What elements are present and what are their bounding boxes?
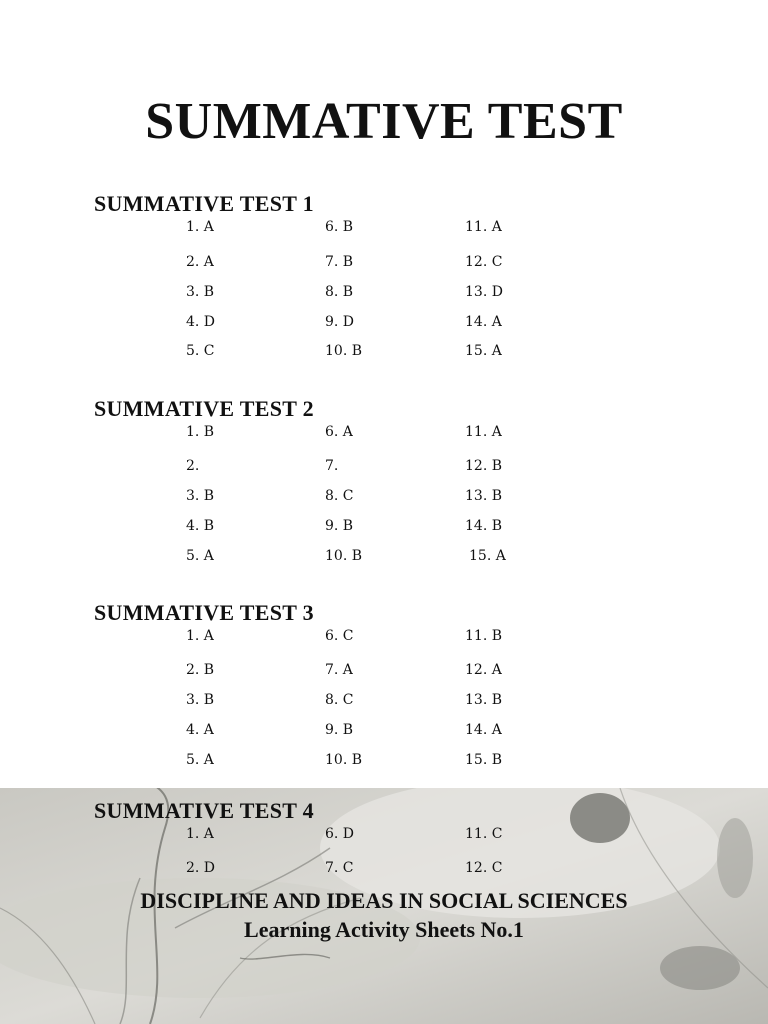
answer-item: 15. A [469,548,506,564]
page-title: SUMMATIVE TEST [145,93,623,150]
section-heading: SUMMATIVE TEST 4 [94,798,314,823]
answer-item: 3. B [186,692,215,708]
answer-item: 11. A [465,219,502,235]
answer-item: 1. A [186,826,214,842]
answer-item: 4. B [186,518,215,534]
answer-item: 12. C [465,860,503,876]
answer-item: 9. B [325,722,354,738]
answer-item: 2. A [186,254,214,270]
answer-item: 8. C [325,488,354,504]
answer-item: 10. B [325,343,363,359]
answer-item: 6. D [325,826,355,842]
section-heading: SUMMATIVE TEST 2 [94,396,314,421]
answer-item: 4. D [186,314,216,330]
answer-item: 9. D [325,314,355,330]
answer-item: 15. A [465,343,502,359]
answer-item: 1. A [186,219,214,235]
answer-item: 2. B [186,662,215,678]
answer-item: 8. C [325,692,354,708]
section-heading: SUMMATIVE TEST 3 [94,600,314,625]
answer-item: 14. A [465,314,502,330]
section-heading: SUMMATIVE TEST 1 [94,191,314,216]
answer-item: 10. B [325,752,363,768]
answer-item: 11. C [465,826,503,842]
answer-item: 5. C [186,343,215,359]
answer-item: 5. A [186,752,214,768]
answer-item: 3. B [186,488,215,504]
answer-item: 7. [325,458,339,474]
answer-item: 12. A [465,662,502,678]
answer-item: 12. C [465,254,503,270]
answer-item: 6. C [325,628,354,644]
answer-item: 7. A [325,662,353,678]
answer-item: 8. B [325,284,354,300]
answer-item: 2. D [186,860,216,876]
answer-item: 10. B [325,548,363,564]
answer-item: 13. B [465,488,503,504]
answer-item: 14. B [465,518,503,534]
answer-item: 1. B [186,424,215,440]
answer-item: 3. B [186,284,215,300]
answer-item: 6. B [325,219,354,235]
answer-item: 5. A [186,548,214,564]
answer-item: 13. B [465,692,503,708]
answer-item: 15. B [465,752,503,768]
answer-item: 11. B [465,628,503,644]
answer-item: 6. A [325,424,353,440]
answer-item: 1. A [186,628,214,644]
answer-item: 7. C [325,860,354,876]
answer-item: 2. [186,458,200,474]
answer-item: 7. B [325,254,354,270]
answer-item: 9. B [325,518,354,534]
answer-item: 13. D [465,284,503,300]
footer-course-title: DISCIPLINE AND IDEAS IN SOCIAL SCIENCES [140,888,628,913]
answer-item: 14. A [465,722,502,738]
answer-item: 12. B [465,458,503,474]
answer-item: 11. A [465,424,502,440]
answer-item: 4. A [186,722,214,738]
footer-sheet-subtitle: Learning Activity Sheets No.1 [244,917,524,942]
